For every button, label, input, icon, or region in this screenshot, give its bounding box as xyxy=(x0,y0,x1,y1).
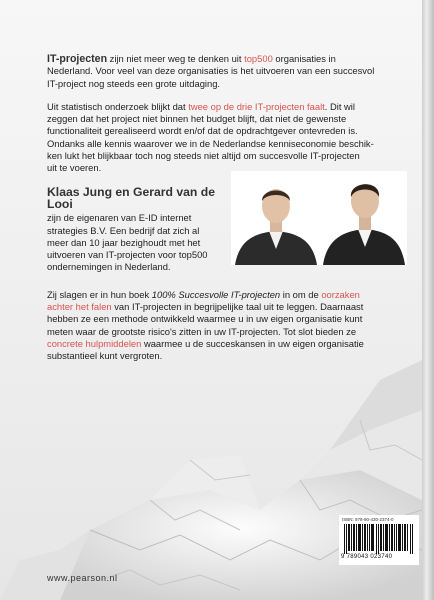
isbn-barcode-box xyxy=(339,515,419,565)
research-lead: Uit statistisch onderzoek blijkt dat xyxy=(47,100,189,112)
book-line2-rest: van IT-projecten in begrijpelijke taal uit te leggen. Daarnaast xyxy=(111,300,364,312)
authors-line5: ondernemingen in Nederland. xyxy=(47,261,171,273)
authors-line4: uitvoeren van IT-projecten voor top500 xyxy=(47,249,208,261)
research-line5: ken lukt het blijkbaar toch nog steeds niet altijd om succesvolle IT-projecten xyxy=(47,150,360,162)
book-line5-rest: waarmee u de succeskansen in uw eigen organisatie xyxy=(141,337,364,349)
authors-text xyxy=(47,186,223,274)
barcode-icon xyxy=(343,524,415,554)
book-highlight-causes: oorzaken xyxy=(321,288,360,300)
intro-line2: Nederland. Voor veel van deze organisaties is het uitvoeren van een succesvol xyxy=(47,65,375,77)
isbn-label: ISBN: 978-90-430-2374-0 xyxy=(342,517,394,522)
book-highlight-tools: concrete hulpmiddelen xyxy=(47,337,142,349)
book-line1-a: Zij slagen er in hun boek xyxy=(47,288,152,300)
book-line6: substantieel kunt vergroten. xyxy=(47,350,163,362)
book-spine-edge xyxy=(422,0,434,600)
research-line2: zeggen dat het project niet binnen het budget blijft, dat niet de gewenste xyxy=(47,113,347,125)
intro-highlight: top500 xyxy=(244,53,273,64)
research-lead-end: . Dit wil xyxy=(324,100,355,112)
book-title: 100% Succesvolle IT-projecten xyxy=(151,288,281,300)
research-paragraph xyxy=(47,101,387,175)
back-cover-text xyxy=(47,53,387,373)
authors-line1: zijn de eigenaren van E-ID internet xyxy=(47,212,192,224)
publisher-url[interactable]: www.pearson.nl xyxy=(47,573,118,583)
authors-section xyxy=(47,186,387,278)
research-line4: Ondanks alle kennis waarover we in de Nederlandse kenniseconomie beschik- xyxy=(47,137,374,149)
authors-photo xyxy=(231,171,407,265)
book-highlight-failure: achter het falen xyxy=(47,300,112,312)
research-highlight: twee op de drie IT-projecten faalt xyxy=(188,100,325,112)
research-line3: functionaliteit gerealiseerd wordt en/of dat de opdrachtgever ontevreden is. xyxy=(47,125,358,137)
isbn-digits: 9 789043 023740 xyxy=(341,554,393,560)
book-line3: hebben ze een methode ontwikkeld waarmee u in uw eigen organisatie kunt xyxy=(47,313,363,325)
authors-line2: strategies B.V. Een bedrijf dat zich al xyxy=(47,224,200,236)
book-line4: meten waar de grootste risico's zitten in uw IT-projecten. Tot slot bieden ze xyxy=(47,325,357,337)
authors-names: Klaas Jung en Gerard van de Looi xyxy=(47,184,215,211)
intro-paragraph xyxy=(47,53,387,90)
book-line1-b: in om de xyxy=(280,288,322,300)
research-line6: uit te voeren. xyxy=(47,162,102,174)
intro-line1-end: organisaties in xyxy=(272,53,336,64)
intro-line1-rest: zijn niet meer weg te denken uit xyxy=(107,53,245,64)
authors-line3: meer dan 10 jaar bezighoudt met het xyxy=(47,236,201,248)
book-paragraph xyxy=(47,289,387,363)
intro-term: IT-projecten xyxy=(47,53,108,65)
intro-line3: IT-project nog steeds een grote uitdaging. xyxy=(47,77,221,89)
